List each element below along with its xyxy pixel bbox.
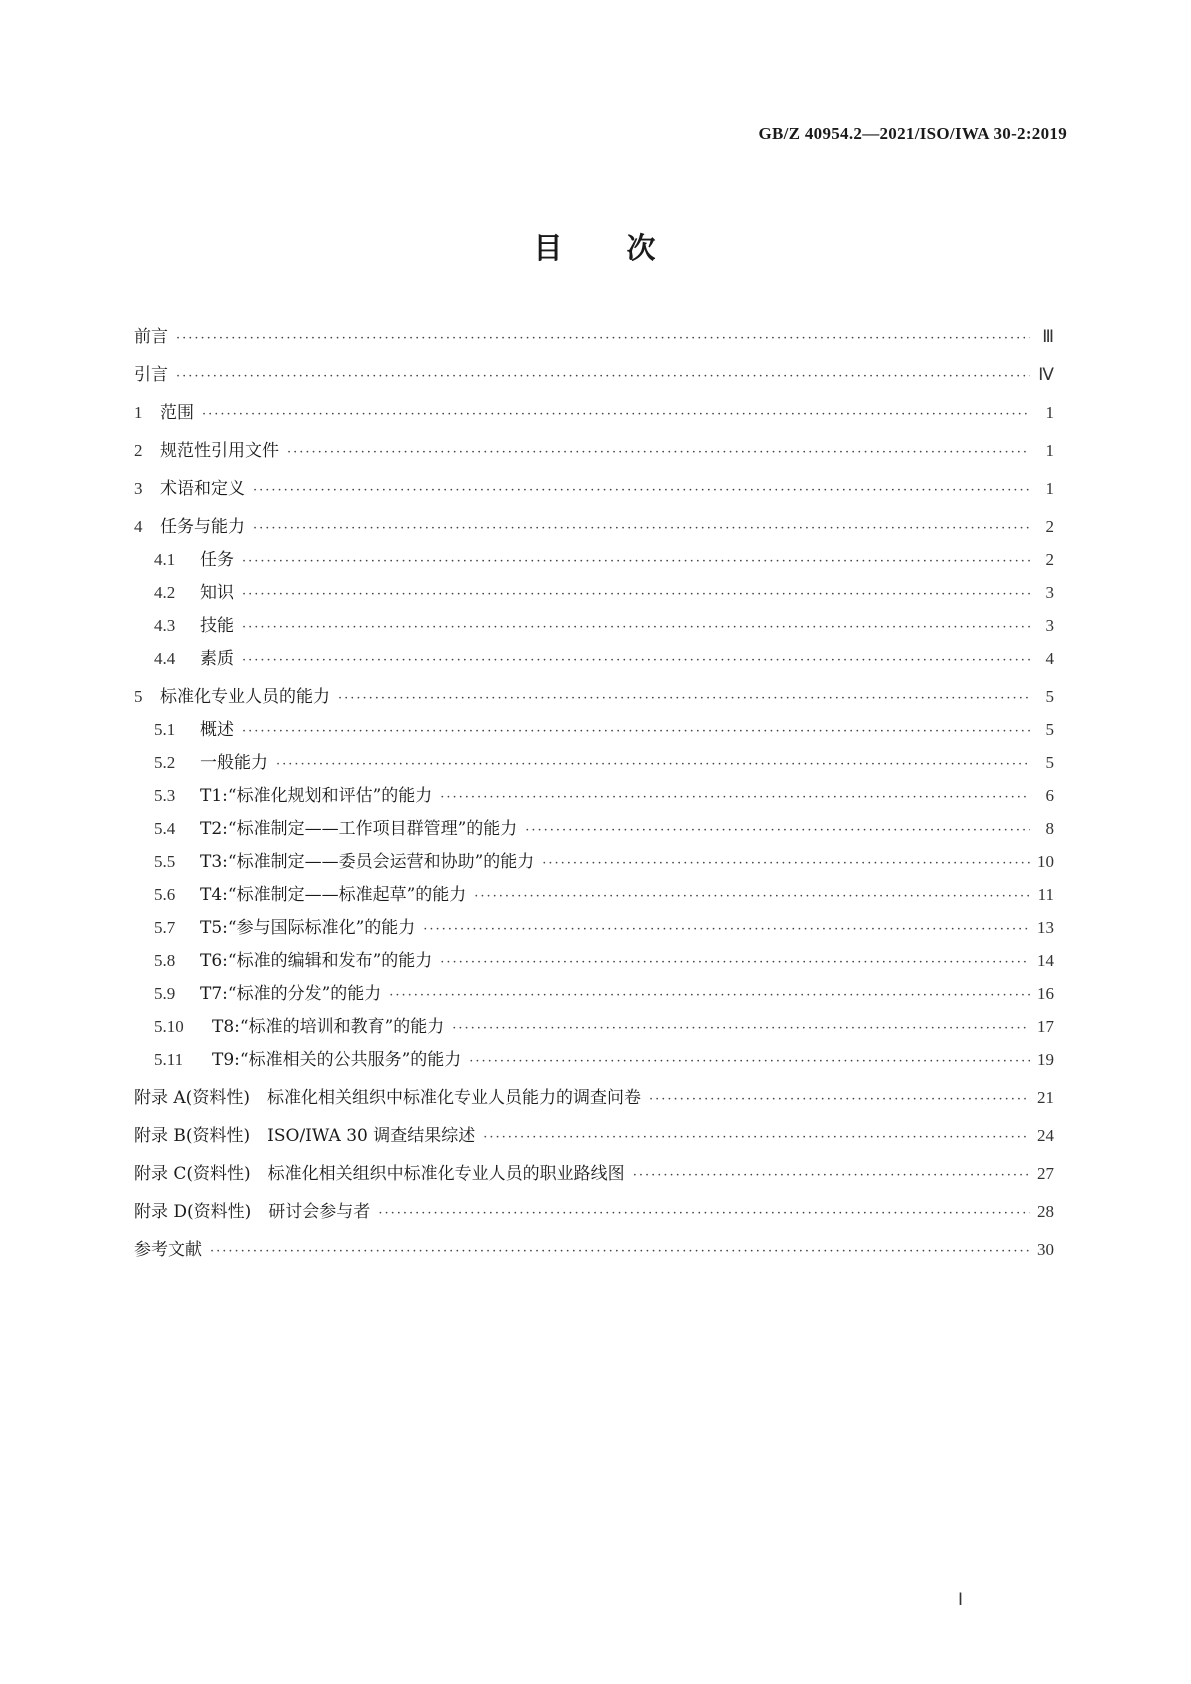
toc-page: 27	[1037, 1164, 1054, 1183]
toc-page: 11	[1037, 885, 1054, 904]
toc-entry-2[interactable]	[134, 440, 1054, 464]
toc-title: T6:“标准的编辑和发布”的能力	[200, 951, 433, 971]
toc-title: 附录 A(资料性) 标准化相关组织中标准化专业人员能力的调查问卷	[134, 1088, 641, 1108]
toc-page: 14	[1037, 951, 1054, 970]
toc-title: T7:“标准的分发”的能力	[200, 984, 382, 1004]
toc-page: 21	[1037, 1088, 1054, 1107]
leader-dots	[242, 721, 1030, 743]
toc-page: 16	[1037, 984, 1054, 1003]
toc-number: 4.1	[154, 550, 176, 569]
toc-page: Ⅳ	[1038, 365, 1054, 384]
toc-page: 3	[1045, 583, 1054, 602]
toc-entry-4-1[interactable]	[134, 549, 1054, 573]
toc-entry-annex-a[interactable]	[134, 1087, 1054, 1111]
toc-title: 前言	[134, 327, 168, 347]
toc-title: 附录 B(资料性) ISO/IWA 30 调查结果综述	[134, 1126, 476, 1146]
toc-number: 5.7	[154, 918, 176, 937]
toc-page: 13	[1037, 918, 1054, 937]
leader-dots	[242, 650, 1030, 672]
toc-entry-bibliography[interactable]	[134, 1239, 1054, 1263]
leader-dots	[440, 952, 1030, 974]
toc-number: 5.5	[154, 852, 176, 871]
toc-page: 28	[1037, 1202, 1054, 1221]
toc-title: 参考文献	[134, 1240, 202, 1260]
toc-number: 2	[134, 441, 143, 460]
toc-title: T2:“标准制定——工作项目群管理”的能力	[200, 819, 518, 839]
page-number: Ⅰ	[957, 1590, 963, 1609]
toc-page: 1	[1045, 441, 1054, 460]
toc-entry-4-2[interactable]	[134, 582, 1054, 606]
leader-dots	[525, 820, 1030, 842]
toc-title: 规范性引用文件	[160, 441, 279, 461]
toc-number: 5.9	[154, 984, 176, 1003]
toc-title: 附录 C(资料性) 标准化相关组织中标准化专业人员的职业路线图	[134, 1164, 625, 1184]
toc-entry-4[interactable]	[134, 516, 1054, 540]
toc-page: 19	[1037, 1050, 1054, 1069]
toc-page: 3	[1045, 616, 1054, 635]
toc-number: 5.6	[154, 885, 176, 904]
toc-page: 1	[1045, 403, 1054, 422]
leader-dots	[633, 1165, 1030, 1187]
toc-entry-annex-b[interactable]	[134, 1125, 1054, 1149]
toc-title: T4:“标准制定——标准起草”的能力	[200, 885, 467, 905]
toc-number: 1	[134, 403, 143, 422]
toc-title: 概述	[200, 720, 234, 740]
toc-number: 5.10	[154, 1017, 184, 1036]
leader-dots	[202, 404, 1030, 426]
toc-number: 5.2	[154, 753, 176, 772]
toc-page: 24	[1037, 1126, 1054, 1145]
toc-entry-5-10[interactable]	[134, 1016, 1054, 1040]
leader-dots	[276, 754, 1030, 776]
toc-page: 4	[1045, 649, 1054, 668]
toc-entry-foreword[interactable]	[134, 326, 1054, 350]
toc-page: Ⅲ	[1042, 327, 1054, 346]
leader-dots	[338, 688, 1030, 710]
toc-entry-5-4[interactable]	[134, 818, 1054, 842]
toc-title: 引言	[134, 365, 168, 385]
leader-dots	[253, 480, 1030, 502]
toc-number: 4.3	[154, 616, 176, 635]
toc-page: 8	[1045, 819, 1054, 838]
toc-entry-5-1[interactable]	[134, 719, 1054, 743]
toc-title: T1:“标准化规划和评估”的能力	[200, 786, 433, 806]
leader-dots	[242, 617, 1030, 639]
toc-number: 4	[134, 517, 143, 536]
toc-title: 技能	[200, 616, 234, 636]
leader-dots	[649, 1089, 1030, 1111]
toc-title: 任务与能力	[160, 517, 245, 537]
toc-title: T3:“标准制定——委员会运营和协助”的能力	[200, 852, 535, 872]
toc-entry-5-3[interactable]	[134, 785, 1054, 809]
toc-number: 5.3	[154, 786, 176, 805]
toc-page: 17	[1037, 1017, 1054, 1036]
toc-title: T5:“参与国际标准化”的能力	[200, 918, 416, 938]
toc-title: 标准化专业人员的能力	[160, 687, 330, 707]
toc-page: 30	[1037, 1240, 1054, 1259]
toc-entry-5[interactable]	[134, 686, 1054, 710]
toc-title: 范围	[160, 403, 194, 423]
leader-dots	[423, 919, 1030, 941]
toc-page: 5	[1045, 753, 1054, 772]
toc-entry-4-4[interactable]	[134, 648, 1054, 672]
leader-dots	[287, 442, 1030, 464]
toc-page: 1	[1045, 479, 1054, 498]
page-title: 目 次	[533, 231, 658, 265]
toc-number: 3	[134, 479, 143, 498]
leader-dots	[176, 328, 1030, 350]
toc-page: 2	[1045, 550, 1054, 569]
toc-number: 5	[134, 687, 143, 706]
toc-title: 素质	[200, 649, 234, 669]
toc-page: 6	[1045, 786, 1054, 805]
toc-entry-5-7[interactable]	[134, 917, 1054, 941]
leader-dots	[210, 1241, 1030, 1263]
toc-entry-annex-d[interactable]	[134, 1201, 1054, 1225]
toc-page: 2	[1045, 517, 1054, 536]
leader-dots	[253, 518, 1030, 540]
leader-dots	[474, 886, 1030, 908]
toc-number: 5.11	[154, 1050, 184, 1069]
toc-entry-3[interactable]	[134, 478, 1054, 502]
toc-entry-4-3[interactable]	[134, 615, 1054, 639]
toc-entry-5-5[interactable]	[134, 851, 1054, 875]
table-of-contents	[134, 326, 1054, 1277]
toc-number: 5.4	[154, 819, 176, 838]
toc-number: 4.2	[154, 583, 176, 602]
toc-page: 5	[1045, 687, 1054, 706]
toc-entry-introduction[interactable]	[134, 364, 1054, 388]
toc-entry-5-9[interactable]	[134, 983, 1054, 1007]
toc-page: 5	[1045, 720, 1054, 739]
document-code-header: GB/Z 40954.2—2021/ISO/IWA 30-2:2019	[758, 124, 1067, 143]
leader-dots	[389, 985, 1030, 1007]
leader-dots	[242, 584, 1030, 606]
toc-number: 5.1	[154, 720, 176, 739]
toc-title: T8:“标准的培训和教育”的能力	[212, 1017, 445, 1037]
leader-dots	[242, 551, 1030, 573]
toc-entry-5-11[interactable]	[134, 1049, 1054, 1073]
toc-page: 10	[1037, 852, 1054, 871]
toc-entry-5-8[interactable]	[134, 950, 1054, 974]
leader-dots	[440, 787, 1030, 809]
leader-dots	[378, 1203, 1030, 1225]
toc-title: 任务	[200, 550, 234, 570]
toc-entry-1[interactable]	[134, 402, 1054, 426]
toc-title: 一般能力	[200, 753, 268, 773]
toc-entry-annex-c[interactable]	[134, 1163, 1054, 1187]
leader-dots	[176, 366, 1030, 388]
toc-number: 4.4	[154, 649, 176, 668]
leader-dots	[469, 1051, 1030, 1073]
toc-title: 知识	[200, 583, 234, 603]
toc-entry-5-2[interactable]	[134, 752, 1054, 776]
leader-dots	[483, 1127, 1030, 1149]
toc-number: 5.8	[154, 951, 176, 970]
toc-title: 附录 D(资料性) 研讨会参与者	[134, 1202, 371, 1222]
leader-dots	[542, 853, 1030, 875]
leader-dots	[452, 1018, 1030, 1040]
toc-title: 术语和定义	[160, 479, 245, 499]
toc-entry-5-6[interactable]	[134, 884, 1054, 908]
toc-title: T9:“标准相关的公共服务”的能力	[212, 1050, 462, 1070]
